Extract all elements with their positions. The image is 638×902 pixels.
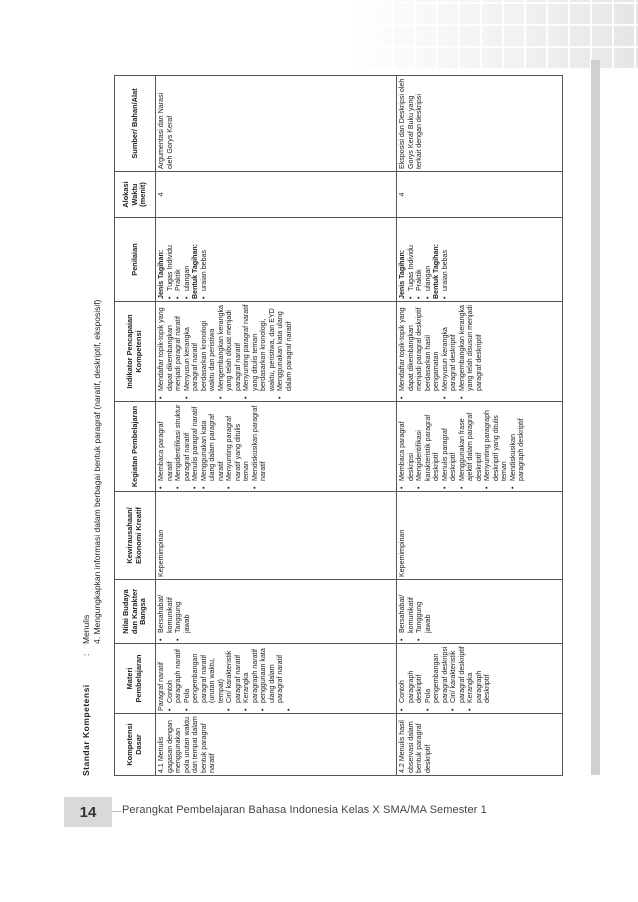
list-item: • Contoh paragraph deskriptif — [398, 646, 424, 711]
page-number: 14 — [64, 797, 112, 827]
penilaian-jenis-label: Jenis Tagihan: — [398, 249, 406, 299]
list-item: • Mengidentifikasi struktur paragraf naratif — [174, 404, 191, 489]
header-alokasi: Alokasi Waktu (menit) — [115, 172, 156, 218]
alokasi-cell: 4 — [156, 172, 397, 218]
rotated-table-page — [78, 76, 558, 776]
header-penilaian: Penilaian — [115, 218, 156, 302]
list-item: • Ciri/ karakteristik paragraf naratif — [225, 646, 242, 711]
penilaian-cell — [397, 218, 563, 302]
footer-title: Perangkat Pembelajaran Bahasa Indonesia Kelas X SMA/MA Semester 1 — [122, 804, 487, 816]
list-item: • Menggunakan kata ulang dalam paragraf naratif — [200, 404, 226, 489]
list-item: • uraian bebas — [200, 220, 209, 299]
materi-cell — [397, 644, 563, 714]
penilaian-cell — [156, 218, 397, 302]
nilai-cell — [397, 580, 563, 644]
list-item: • Kerangka paragraph deskriptif — [466, 646, 492, 711]
table-row — [397, 76, 563, 776]
list-item: • Mendaftar topik-topik yang dapat dikembangkan menjadi paragraf deskriptif berdasarkan hasil pengamatan — [398, 304, 441, 399]
list-item: • Kerangka paragraph naratif — [242, 646, 259, 711]
list-item: • Menggunakan kata ulang dalam paragraf naratif — [276, 304, 293, 399]
kewira-cell: Kepemimpinan — [156, 492, 397, 580]
kewira-cell: Kepemimpinan — [397, 492, 563, 580]
header-nilai: Nilai Budaya dan Karakter Bangsa — [115, 580, 156, 644]
header-materi: Materi Pembelajaran — [115, 644, 156, 714]
alokasi-cell: 4 — [397, 172, 563, 218]
list-item: • Praktik — [415, 220, 424, 299]
header-sumber: Sumber/ Bahan/Alat — [115, 76, 156, 172]
list-item: • ulangan — [424, 220, 433, 299]
table-row — [156, 76, 397, 776]
header-kegiatan: Kegiatan Pembelajaran — [115, 402, 156, 492]
list-item: • Mengembangkan kerangka yang telah dibuat menjadi paragraf naratif — [217, 304, 243, 399]
list-item: • Pola pengembangan paragraf naratif (urutan waktu, tempat) — [183, 646, 226, 711]
list-item: • Contoh paragraph naratif — [166, 646, 183, 711]
list-item: • penggunaan kata ulang dalam paragraf naratif — [259, 646, 285, 711]
list-item: • Tugas Individu — [407, 220, 416, 299]
list-item: • Menulis paragraf deskriptif — [441, 404, 458, 489]
kd-cell: 4.2 Menulis hasil observasi dalam bentuk paragraf deskriptif — [397, 714, 563, 776]
standar-sub: 4. Mengungkapkan informasi dalam berbagai bentuk paragraf (naratif, deskriptif, eksposisif) — [92, 299, 102, 644]
standar-kompetensi — [78, 76, 114, 776]
list-item: • Membaca paragraf deskripsi — [398, 404, 415, 489]
list-item: • Ciri/ karakteristik paragraf deskriptif — [449, 646, 466, 711]
list-item: • Menyusun kerangka paragraf naratif berdasarkan kronologi waktu dan peristiwa — [183, 304, 217, 399]
header-kewira: Kewirausahaan/ Ekonomi Kreatif — [115, 492, 156, 580]
kegiatan-cell — [156, 402, 397, 492]
standar-label: Standar Kompetensi — [81, 684, 91, 776]
penilaian-bentuk-label: Bentuk Tagihan: — [191, 243, 199, 299]
materi-intro: Paragraf naratif — [157, 662, 165, 711]
standar-colon: : — [81, 653, 91, 656]
footer-divider — [112, 811, 121, 812]
list-item: • Tanggung jawab — [415, 582, 432, 641]
list-item: • Praktik — [174, 220, 183, 299]
kegiatan-cell — [397, 402, 563, 492]
right-edge-bar — [591, 60, 600, 775]
penilaian-bentuk-label: Bentuk Tagihan: — [432, 243, 440, 299]
list-item: • Tanggung jawab — [174, 582, 191, 641]
indikator-cell — [397, 302, 563, 402]
list-item: • Menyunting paragraph deskriptif yang ditulis teman — [483, 404, 509, 489]
header-indikator: Indikator Pencapaian Kompetensi — [115, 302, 156, 402]
list-item: • uraian bebas — [441, 220, 450, 299]
list-item: • Mendiskusikan paragraf naratif — [251, 404, 268, 489]
list-item: • Bersahabat/ komunikatif — [157, 582, 174, 641]
list-item: • Mengidentifikasi karakteristik paragraf deskriptif — [415, 404, 441, 489]
materi-cell — [156, 644, 397, 714]
header-kd: Kompetensi Dasar — [115, 714, 156, 776]
indikator-cell — [156, 302, 397, 402]
silabus-table — [114, 75, 563, 776]
list-item: • ulangan — [183, 220, 192, 299]
penilaian-jenis-label: Jenis Tagihan: — [157, 249, 165, 299]
kd-cell: 4.1 Menulis gagasan dengan menggunakan pola urutan waktu dan tempat dalam bentuk paragraf naratif — [156, 714, 397, 776]
nilai-cell — [156, 580, 397, 644]
list-item: • Menulis paragraf naratif — [191, 404, 200, 489]
list-item: • Mendiskusikan paragraph deskriptif — [509, 404, 526, 489]
sumber-cell: Argumentasi dan Narasi oleh Gorys Keraf — [156, 76, 397, 172]
list-item: • Mengembangkan kerangka yang telah disusun menjadi paragraf deskriptif — [458, 304, 484, 399]
list-item: • Bersahabat/ komunikatif — [398, 582, 415, 641]
list-item: • Membaca paragraf naratif — [157, 404, 174, 489]
list-item: • Menyusun kerangka paragraf deskriptif — [441, 304, 458, 399]
standar-value: Menulis — [81, 614, 91, 644]
table-header-row — [115, 76, 156, 776]
sumber-cell: Eksposisi dan Deskripsi oleh Gorys Keraf Buku yang terkait dengan deskripsi — [397, 76, 563, 172]
list-item: • Menyunting paragraf naratif yang ditulis teman — [225, 404, 251, 489]
list-item: • Menyunting paragraf naratif yang ditulis teman berdasarkan kronologi, waktu, peristiwa, dan EYD — [242, 304, 276, 399]
list-item: • Menggunakan frase ajektif dalam paragraf deskriptif — [458, 404, 484, 489]
list-item: • Mendaftar topik-topik yang dapat dikembangkan menjadi paragraf naratif — [157, 304, 183, 399]
list-item: • Tugas Individu — [166, 220, 175, 299]
list-item: • Pola pengembangan paragraf deskripsi — [424, 646, 450, 711]
